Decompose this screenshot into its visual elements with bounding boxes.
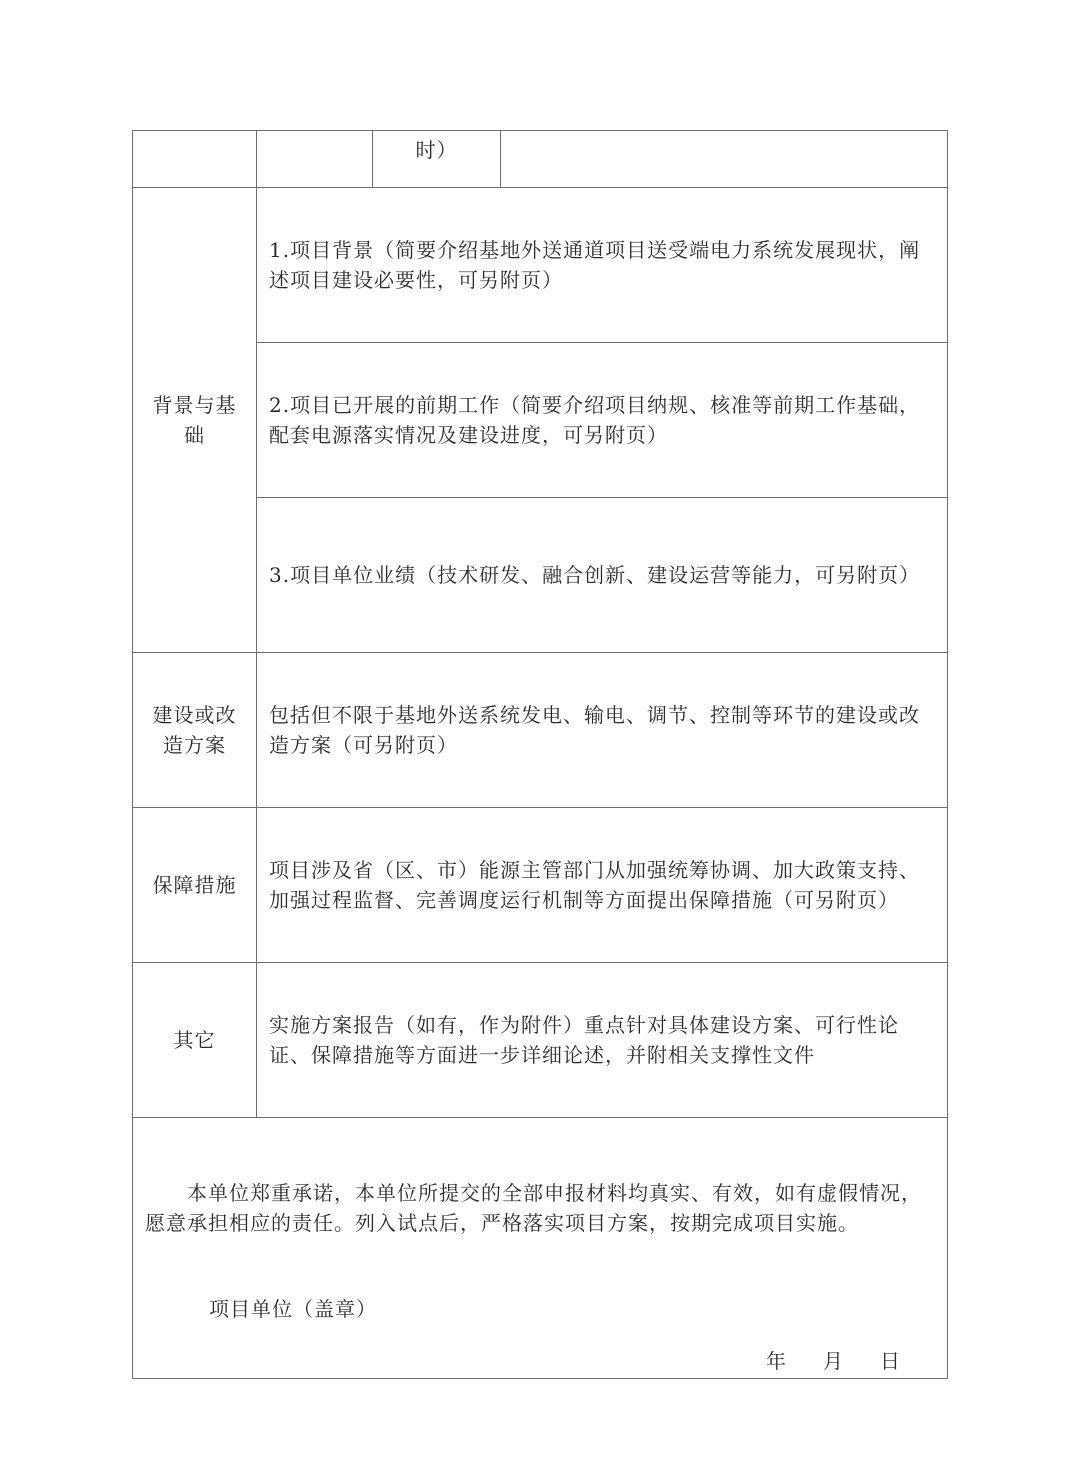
empty-cell	[501, 131, 948, 188]
construction-label: 建设或改造方案	[133, 653, 257, 808]
continuation-text: 时）	[373, 131, 501, 188]
day-label: 日	[880, 1349, 901, 1373]
application-form-table	[132, 130, 948, 1379]
form-row-safeguard	[133, 808, 948, 963]
background-item-1: 1.项目背景（简要介绍基地外送通道项目送受端电力系统发展现状，阐述项目建设必要性，可另附页）	[257, 188, 948, 343]
form-row-background-1	[133, 188, 948, 343]
construction-content: 包括但不限于基地外送系统发电、输电、调节、控制等环节的建设或改造方案（可另附页）	[257, 653, 948, 808]
background-item-2: 2.项目已开展的前期工作（简要介绍项目纳规、核准等前期工作基础，配套电源落实情况及建设进度，可另附页）	[257, 343, 948, 498]
year-label: 年	[766, 1349, 787, 1373]
promise-statement: 本单位郑重承诺，本单位所提交的全部申报材料均真实、有效，如有虚假情况，愿意承担相应的责任。列入试点后，严格落实项目方案，按期完成项目实施。	[145, 1181, 922, 1235]
promise-wrapper	[133, 1118, 947, 1378]
form-row-construction	[133, 653, 948, 808]
safeguard-content: 项目涉及省（区、市）能源主管部门从加强统筹协调、加大政策支持、加强过程监督、完善调度运行机制等方面提出保障措施（可另附页）	[257, 808, 948, 963]
month-label: 月	[823, 1349, 844, 1373]
other-content: 实施方案报告（如有，作为附件）重点针对具体建设方案、可行性论证、保障措施等方面进一步详细论述，并附相关支撑性文件	[257, 963, 948, 1118]
other-label: 其它	[133, 963, 257, 1118]
background-label: 背景与基础	[133, 188, 257, 653]
form-row-continuation	[133, 131, 948, 188]
seal-label: 项目单位（盖章）	[209, 1297, 377, 1321]
background-item-3: 3.项目单位业绩（技术研发、融合创新、建设运营等能力，可另附页）	[257, 498, 948, 653]
form-row-other	[133, 963, 948, 1118]
empty-cell	[133, 131, 257, 188]
empty-cell	[257, 131, 373, 188]
promise-cell	[133, 1118, 948, 1379]
safeguard-label: 保障措施	[133, 808, 257, 963]
form-row-promise	[133, 1118, 948, 1379]
date-line	[766, 1346, 901, 1376]
